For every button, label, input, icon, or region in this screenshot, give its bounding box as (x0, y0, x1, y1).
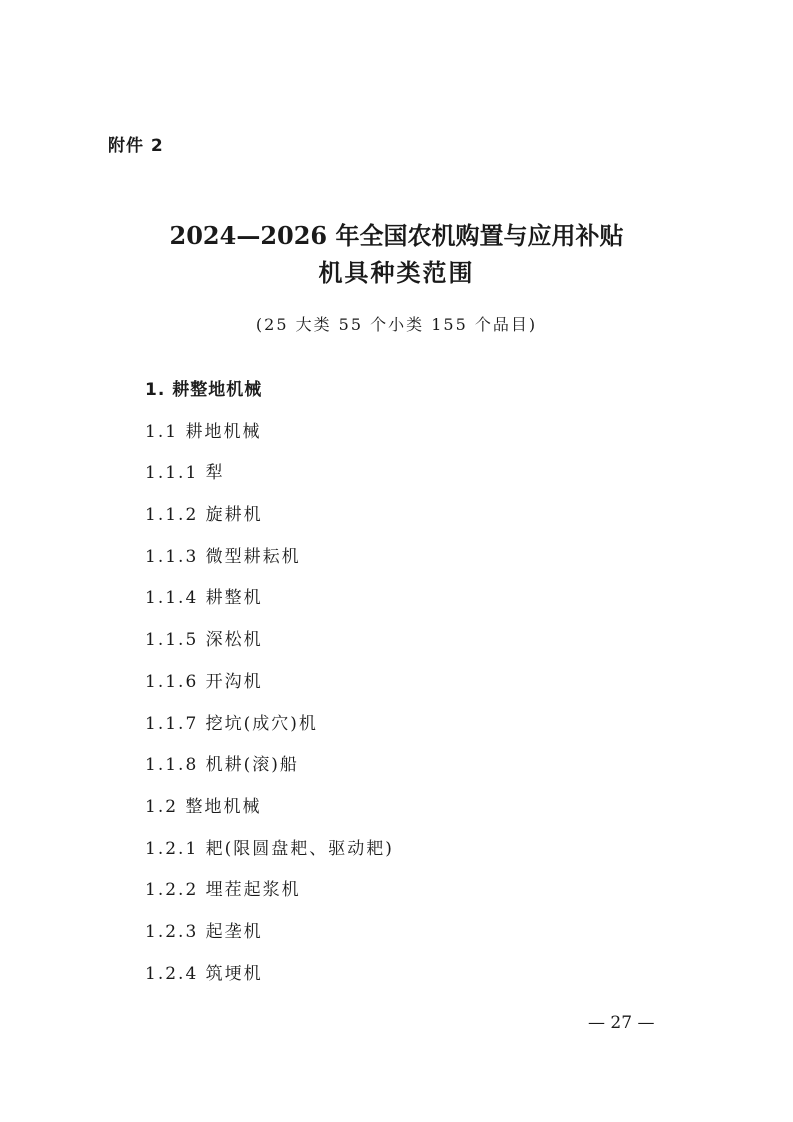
list-item: 1.1.5 深松机 (145, 630, 263, 651)
subcategory-item: 1.2 整地机械 (145, 796, 262, 817)
subcategory-item: 1.1 耕地机械 (145, 421, 262, 442)
attachment-label: 附件 2 (108, 136, 164, 156)
list-item: 1.1.3 微型耕耘机 (145, 546, 301, 567)
list-item: 1.1.1 犁 (145, 463, 225, 484)
list-item: 1.2.3 起垄机 (145, 921, 263, 942)
list-item: 1.1.8 机耕(滚)船 (145, 755, 299, 776)
list-item: 1.1.7 挖坑(成穴)机 (145, 713, 318, 734)
category-list (145, 376, 394, 1001)
list-item: 1.1.4 耕整机 (145, 588, 263, 609)
page-number: — 27 — (588, 1013, 655, 1033)
document-title-line-1: 2024—2026 年全国农机购置与应用补贴 (169, 221, 624, 250)
list-item: 1.2.1 耙(限圆盘耙、驱动耙) (145, 838, 394, 859)
list-item: 1.1.6 开沟机 (145, 671, 263, 692)
document-subtitle: (25 大类 55 个小类 155 个品目) (255, 315, 538, 334)
category-heading: 1. 耕整地机械 (145, 380, 263, 400)
list-item: 1.2.2 埋茬起浆机 (145, 880, 301, 901)
list-item: 1.1.2 旋耕机 (145, 505, 263, 526)
document-title-line-2: 机具种类范围 (318, 258, 475, 287)
list-item: 1.2.4 筑埂机 (145, 963, 263, 984)
